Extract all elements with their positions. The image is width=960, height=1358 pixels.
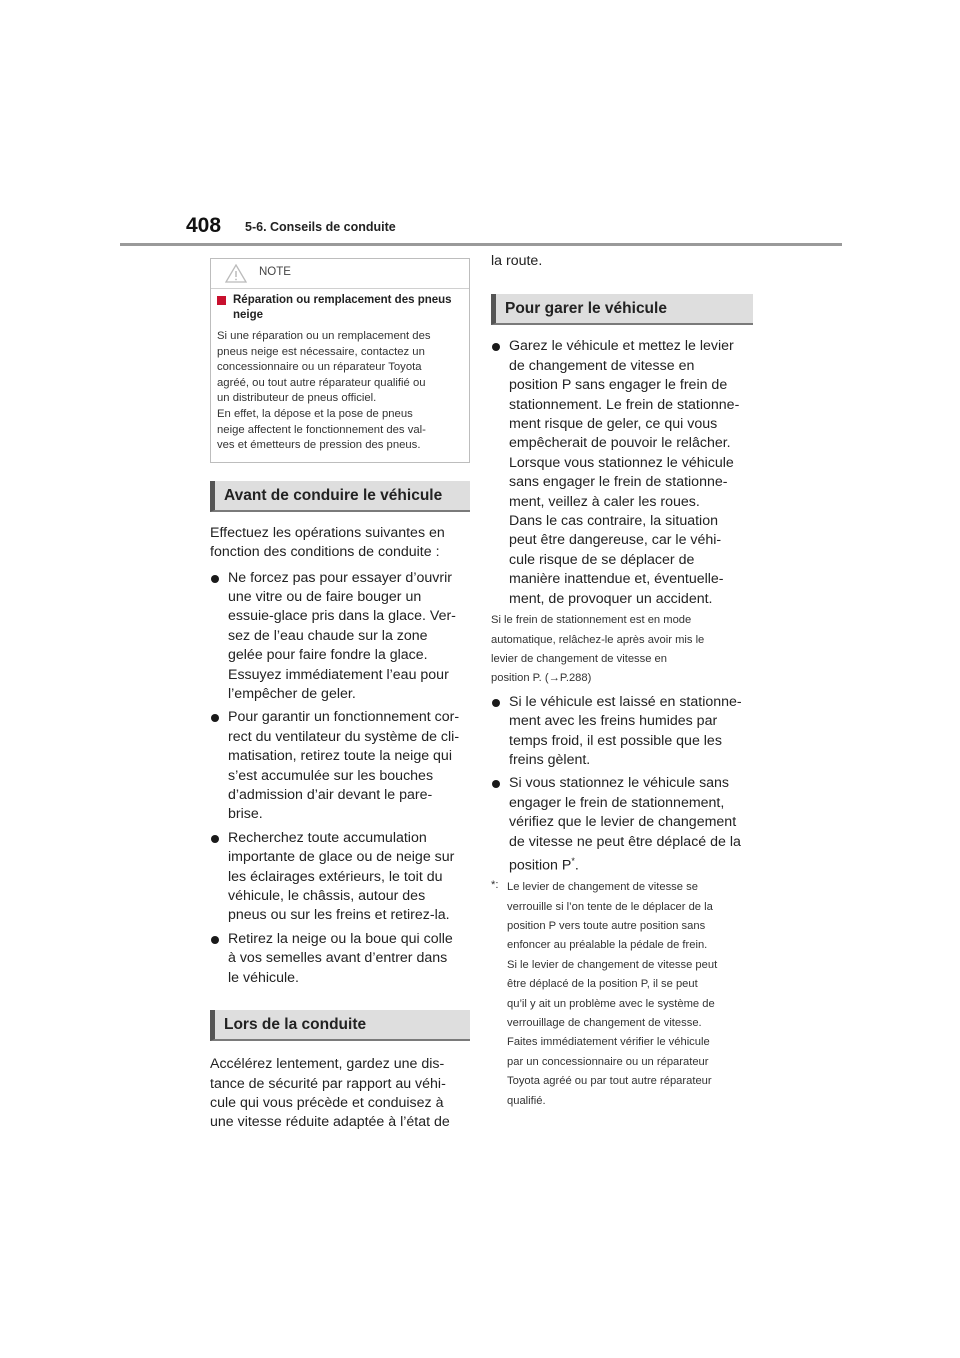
section-heading-while-driving: Lors de la conduite [210,1010,470,1041]
list-item: Pour garantir un fonctionnement cor- rect du ventilateur du système de cli- matisation, retirez toute la neige qui s’est accumulée sur les bouches d’admission d’air devant le pare- brise. [210,708,470,824]
list-item: Retirez la neige ou la boue qui colle à vos semelles avant d’entrer dans le véhicule. [210,930,470,988]
bullet-dot-icon [211,936,219,944]
before-driving-intro: Effectuez les opérations suivantes en fonction des conditions de conduite : [210,524,445,561]
list-item: Si vous stationnez le véhicule sans engager le frein de stationnement, vérifiez que le levier de changement de vitesse ne peut être déplacé de la position P*. [491,774,753,876]
bullet-dot-icon [492,343,500,351]
warning-triangle-icon [225,264,247,283]
while-driving-text: Accélérez lentement, gardez une dis- tance de sécurité par rapport au véhi- cule qui vous précède et conduisez à une vitesse réduite adaptée à l’état de [210,1056,450,1131]
footnote-reference: * [571,855,575,866]
bullet-dot-icon [211,835,219,843]
note-label: NOTE [259,266,291,278]
square-bullet-icon [217,296,226,305]
section-heading-before-driving: Avant de conduire le véhicule [210,481,470,512]
section-heading-parking: Pour garer le véhicule [491,294,753,325]
note-subheading [217,293,463,323]
list-item: Ne forcez pas pour essayer d’ouvrir une vitre ou de faire bouger un essuie-glace pris dans la glace. Ver- sez de l’eau chaude sur la zone gelée pour faire fondre la glace. Essuyez immédiatement l’eau pour l’empêcher de geler. [210,569,470,705]
note-header [211,259,469,289]
note-box [210,258,470,463]
note-body [211,289,469,462]
footnote-mark: *: [491,879,499,892]
bullet-dot-icon [211,575,219,583]
bullet-dot-icon [492,699,500,707]
bullet-dot-icon [492,780,500,788]
list-item: Si le véhicule est laissé en stationne- ment avec les freins humides par temps froid, il est possible que les freins gèlent. [491,693,753,771]
header-rule [120,243,842,246]
right-column [491,252,753,1111]
note-text: Si une réparation ou un remplacement des pneus neige est nécessaire, contactez un concessionnaire ou un réparateur Toyota agréé, ou tout autre réparateur qualifié ou un distributeur de pneus officiel. En effet, la dépose et la pose de pneus neige affectent le fonctionnement des val- ves et émetteurs de pression des pneus. [217,330,431,452]
page-number: 408 [186,214,222,237]
list-item: Recherchez toute accumulation importante de glace ou de neige sur les éclairages extérieurs, le toit du véhicule, le châssis, autour des pneus ou sur les freins et retirez-la. [210,829,470,926]
footnote: *: Le levier de changement de vitesse se verrouille si l’on tente de le déplacer de la position P vers toute autre position sans enfoncer au préalable la pédale de frein. Si le levier de changement de vitesse peut être déplacé de la position P, il se peut qu’il y ait un problème avec le système de verrouillage de changement de vitesse. Faites immédiatement vérifier le véhicule par un concessionnaire ou un réparateur Toyota agréé ou par tout autre réparateur qualifié. [491,878,753,1111]
bullet-dot-icon [211,714,219,722]
note-subtitle: Réparation ou remplacement des pneus neige [233,294,452,321]
section-title: 5-6. Conseils de conduite [245,220,396,234]
parking-brake-note: Si le frein de stationnement est en mode automatique, relâchez-le après avoir mis le levier de changement de vitesse en position P. (→P.288) [491,614,705,685]
while-driving-text-continued: la route. [491,253,543,269]
left-column [210,258,470,1133]
list-item: Garez le véhicule et mettez le levier de changement de vitesse en position P sans engager le frein de stationnement. Le frein de stationne- ment risque de geler, ce qui vous empêcherait de pouvoir le relâcher. Lorsque vous stationnez le véhicule sans engager le frein de stationne- ment, veillez à caler les roues. Dans le cas contraire, la situation peut être dangereuse, car le véhi- cule risque de se déplacer de manière inattendue et, éventuelle- ment, de provoquer un accident. [491,337,753,609]
